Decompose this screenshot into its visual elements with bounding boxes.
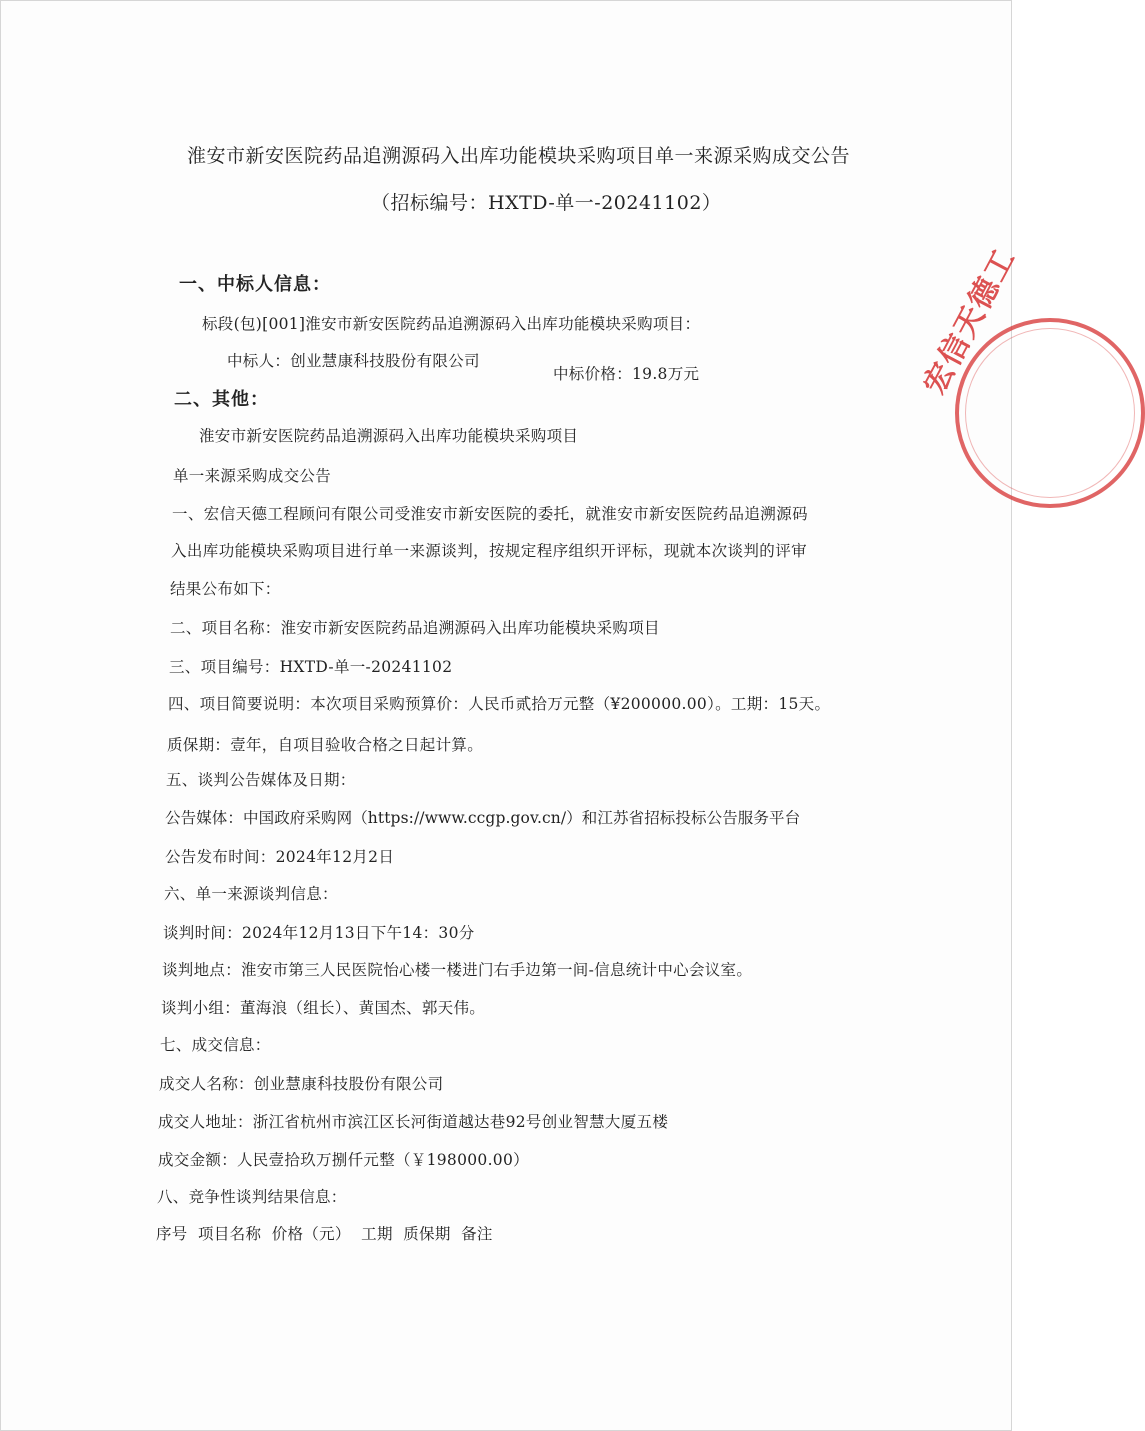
tender-number: （招标编号：HXTD-单一-20241102） — [371, 192, 722, 214]
section1-heading: 一、中标人信息： — [179, 274, 331, 295]
body-line: 谈判时间：2024年12月13日下午14：30分 — [163, 924, 475, 942]
body-line: 四、项目简要说明：本次项目采购预算价：人民币贰拾万元整（¥200000.00）。工期：15天。 — [168, 695, 831, 713]
section2-heading: 二、其他： — [174, 389, 269, 410]
body-line: 谈判小组：董海浪（组长）、黄国杰、郭天伟。 — [161, 999, 486, 1017]
body-line: 一、宏信天德工程顾问有限公司受淮安市新安医院的委托，就淮安市新安医院药品追溯源码 — [172, 505, 809, 523]
results-table-header: 序号 项目名称 价格（元） 工期 质保期 备注 — [156, 1225, 493, 1243]
body-line: 七、成交信息： — [160, 1036, 271, 1054]
body-line: 入出库功能模块采购项目进行单一来源谈判，按规定程序组织开评标，现就本次谈判的评审 — [171, 542, 808, 560]
lot-line: 标段(包)[001]淮安市新安医院药品追溯源码入出库功能模块采购项目： — [202, 315, 701, 333]
winner-name: 中标人：创业慧康科技股份有限公司 — [227, 352, 480, 370]
company-seal — [917, 242, 1145, 508]
body-line: 质保期：壹年，自项目验收合格之日起计算。 — [167, 736, 484, 754]
body-line: 结果公布如下： — [170, 580, 281, 598]
body-line: 三、项目编号：HXTD-单一-20241102 — [169, 658, 453, 676]
seal-text: 宏信天德工 — [917, 242, 1024, 401]
body-line: 五、谈判公告媒体及日期： — [166, 771, 356, 789]
body-line: 八、竞争性谈判结果信息： — [157, 1188, 347, 1206]
body-line: 单一来源采购成交公告 — [173, 467, 332, 485]
body-line: 成交金额：人民壹拾玖万捌仟元整（￥198000.00） — [158, 1151, 529, 1169]
body-line: 淮安市新安医院药品追溯源码入出库功能模块采购项目 — [199, 427, 579, 445]
body-line: 成交人名称：创业慧康科技股份有限公司 — [159, 1075, 444, 1093]
body-line: 公告发布时间：2024年12月2日 — [165, 848, 395, 866]
document-title: 淮安市新安医院药品追溯源码入出库功能模块采购项目单一来源采购成交公告 — [187, 145, 851, 167]
body-line: 二、项目名称：淮安市新安医院药品追溯源码入出库功能模块采购项目 — [170, 619, 660, 637]
body-line: 成交人地址：浙江省杭州市滨江区长河街道越达巷92号创业智慧大厦五楼 — [158, 1113, 669, 1131]
body-line: 谈判地点：淮安市第三人民医院怡心楼一楼进门右手边第一间-信息统计中心会议室。 — [162, 961, 753, 979]
body-line: 公告媒体：中国政府采购网（https://www.ccgp.gov.cn/）和江苏省招标投标公告服务平台 — [165, 809, 801, 827]
seal-inner-ring — [965, 328, 1135, 498]
body-line: 六、单一来源谈判信息： — [164, 885, 338, 903]
winner-price: 中标价格：19.8万元 — [553, 365, 700, 383]
